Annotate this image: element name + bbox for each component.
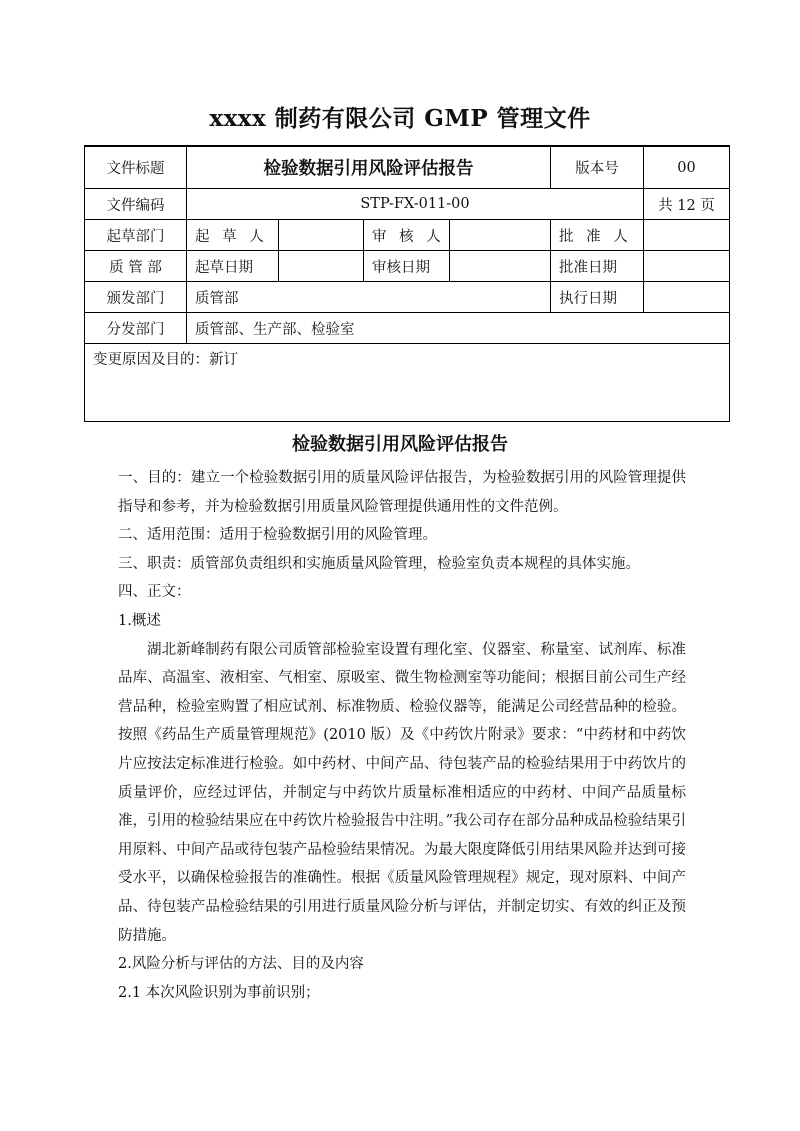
- effective-date-label: 执行日期: [551, 282, 644, 313]
- review-date-value: [450, 251, 551, 282]
- page-title: xxxx 制药有限公司 GMP 管理文件: [209, 105, 591, 132]
- approver-value: [644, 220, 730, 251]
- table-row: [85, 344, 730, 422]
- doc-title-label: 文件标题: [85, 146, 187, 189]
- section-scope: 二、适用范围：适用于检验数据引用的风险管理。: [118, 527, 437, 544]
- draft-date-label: 起草日期: [187, 251, 279, 282]
- drafter-label: 起 草 人: [187, 220, 279, 251]
- section-purpose: 一、目的：建立一个检验数据引用的质量风险评估报告，为检验数据引用的风险管理提供指导和参考，并为检验数据引用质量风险管理提供通用性的文件范例。: [118, 470, 686, 515]
- overview-paragraph: 湖北新峰制药有限公司质管部检验室设置有理化室、仪器室、称量室、试剂库、标准品库、高温室、液相室、气相室、原吸室、微生物检测室等功能间；根据目前公司生产经营品种，检验室购置了相应试剂、标准物质、检验仪器等，能满足公司经营品种的检验。按照《药品生产质量管理规范》(2010 版）及《中药饮片附录》要求：“中药材和中药饮片应按法定标准进行检验。如中药材、中间产品、待包装产品的检验结果用于中药饮片的质量评价，应经过评估，并制定与中药饮片质量标准相适应的中药材、中间产品质量标准，引用的检验结果应在中药饮片检验报告中注明。”我公司存在部分品种成品检验结果引用原料、中间产品或待包装产品检验结果情况。为最大限度降低引用结果风险并达到可接受水平，以确保检验报告的准确性。根据《质量风险管理规程》规定，现对原料、中间产品、待包装产品检验结果的引用进行质量风险分析与评估，并制定切实、有效的纠正及预防措施。: [118, 641, 686, 944]
- section-main-text: 四、正文：: [118, 584, 191, 601]
- review-date-label: 审核日期: [364, 251, 450, 282]
- table-row: [85, 220, 730, 251]
- distribution-label: 分发部门: [85, 313, 187, 344]
- approve-date-value: [644, 251, 730, 282]
- subsection-risk-analysis: 2.风险分析与评估的方法、目的及内容: [118, 956, 364, 973]
- table-row: [85, 251, 730, 282]
- doc-title-value: 检验数据引用风险评估报告: [187, 146, 551, 189]
- report-heading: 检验数据引用风险评估报告: [292, 434, 508, 455]
- reviewer-label: 审 核 人: [364, 220, 450, 251]
- change-reason: 变更原因及目的：新订: [85, 344, 730, 422]
- distribution-value: 质管部、生产部、检验室: [187, 313, 730, 344]
- subsection-risk-identification: 2.1 本次风险识别为事前识别；: [118, 984, 320, 1001]
- draft-date-value: [279, 251, 364, 282]
- version-value: 00: [644, 146, 730, 189]
- issuing-dept-label: 颁发部门: [85, 282, 187, 313]
- table-row: [85, 313, 730, 344]
- subsection-overview: 1.概述: [118, 612, 161, 629]
- document-control-table: [84, 145, 730, 422]
- drafting-dept-label: 起草部门: [85, 220, 187, 251]
- table-row: [85, 146, 730, 189]
- drafter-value: [279, 220, 364, 251]
- issuing-dept-value: 质管部: [187, 282, 551, 313]
- doc-code-value: STP-FX-011-00: [187, 189, 644, 220]
- table-row: [85, 189, 730, 220]
- report-body: [118, 464, 686, 1007]
- table-row: [85, 282, 730, 313]
- effective-date-value: [644, 282, 730, 313]
- version-label: 版本号: [551, 146, 644, 189]
- approve-date-label: 批准日期: [551, 251, 644, 282]
- reviewer-value: [450, 220, 551, 251]
- approver-label: 批 准 人: [551, 220, 644, 251]
- section-responsibility: 三、职责：质管部负责组织和实施质量风险管理，检验室负责本规程的具体实施。: [118, 555, 640, 572]
- doc-code-label: 文件编码: [85, 189, 187, 220]
- qa-dept-label: 质 管 部: [85, 251, 187, 282]
- page-count: 共 12 页: [644, 189, 730, 220]
